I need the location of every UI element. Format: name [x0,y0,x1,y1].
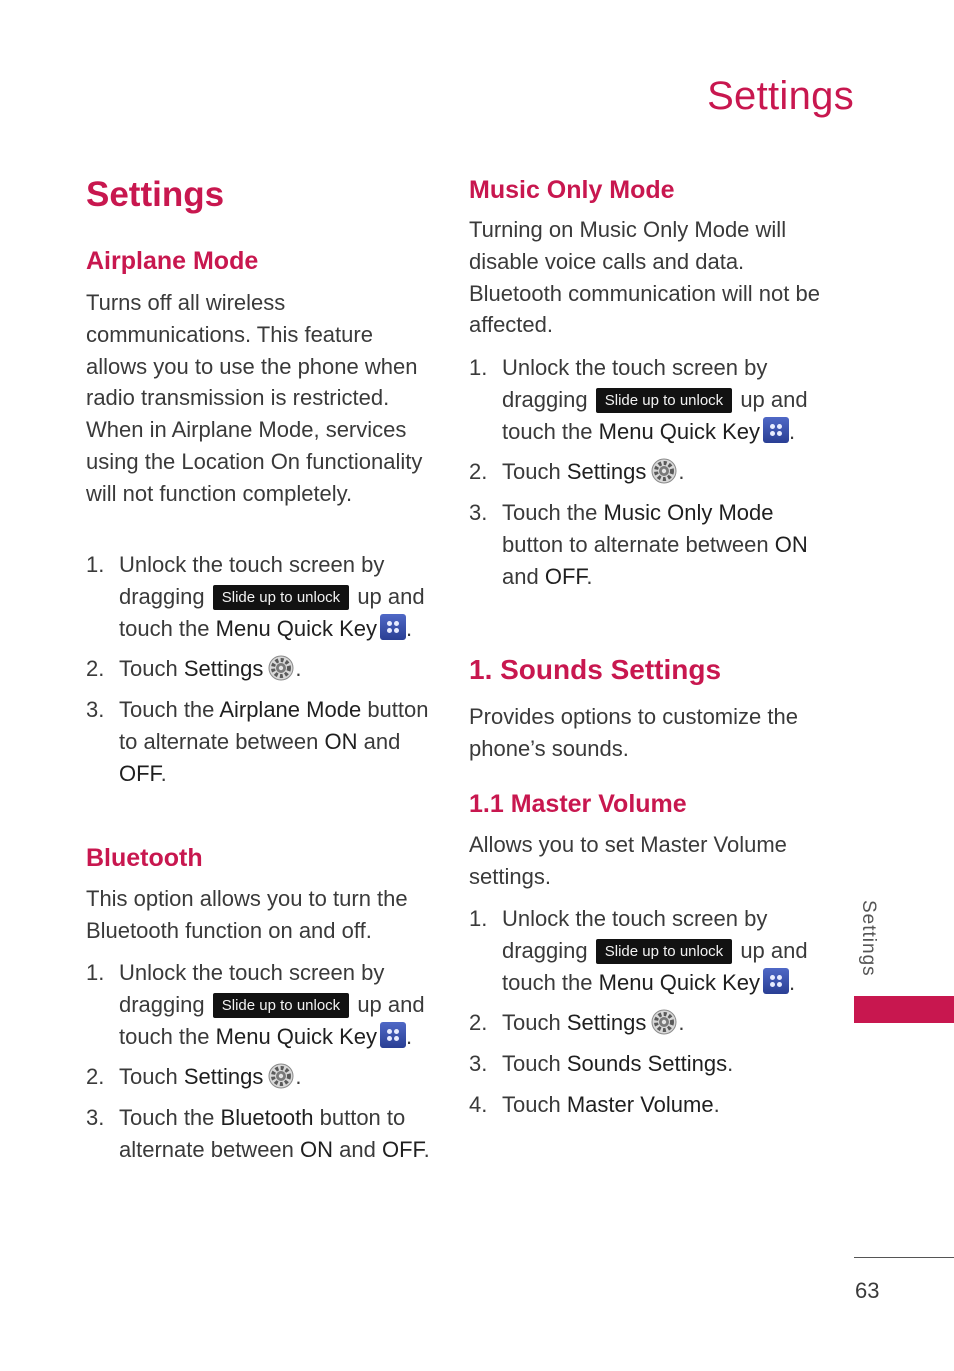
step-number: 1. [469,906,488,931]
keyword: Bluetooth [220,1105,314,1131]
menu-key-icon [763,968,789,994]
slide-to-unlock-graphic: Slide up to unlock [596,939,732,964]
step-punct: . [586,563,593,589]
menu-key-icon [380,1022,406,1048]
airplane-mode-heading: Airplane Mode [86,247,259,275]
step-item [469,1089,829,1121]
slide-to-unlock-graphic: Slide up to unlock [213,993,349,1018]
step-number: 4. [469,1091,488,1117]
keyword: Airplane Mode [219,697,362,723]
step-item [86,1061,441,1093]
sounds-settings-description: Provides options to customize the phone’s sounds. [469,704,798,761]
step-item [86,549,441,644]
page-header-title: Settings [707,74,854,118]
bluetooth-description: This option allows you to turn the Bluetooth function on and off. [86,886,408,943]
bluetooth-heading: Bluetooth [86,844,203,872]
keyword: ON [324,728,358,754]
music-only-mode-description: Turning on Music Only Mode will disable voice calls and data. Bluetooth communication will not be affected. [469,217,820,338]
keyword: Settings [566,1010,647,1036]
keyword: ON [774,531,808,557]
step-text: button to alternate between [502,531,769,557]
bluetooth-steps [86,957,441,1175]
step-number: 3. [86,697,105,723]
step-text: and [339,1136,376,1162]
step-text: Touch [502,459,561,485]
step-punct: . [789,418,796,444]
step-text: Unlock the touch screen by dragging [502,355,768,412]
keyword: OFF [544,563,587,589]
step-punct: . [678,1010,685,1036]
keyword: Menu Quick Key [215,615,378,641]
keyword: Menu Quick Key [598,418,761,444]
music-steps [469,352,829,602]
step-item [469,456,829,488]
step-number: 2. [469,1010,488,1036]
step-item [469,352,829,447]
step-text: up and touch the [119,583,425,641]
side-tab [855,900,885,990]
step-number: 3. [86,1105,105,1131]
sounds-settings-heading: 1. Sounds Settings [469,654,722,685]
step-text: Touch [502,1091,561,1117]
step-item [469,497,829,592]
step-number: 2. [86,1064,105,1090]
step-item [469,1048,829,1080]
step-text: Touch [119,656,178,682]
gear-icon [650,1008,678,1036]
step-text: button to alternate between [119,697,429,754]
step-punct: . [727,1051,734,1077]
step-punct: . [713,1091,720,1117]
step-text: up and touch the [502,937,808,995]
slide-to-unlock-graphic: Slide up to unlock [596,388,732,413]
step-punct: . [678,459,685,485]
master-volume-steps [469,903,829,1130]
airplane-mode-description: Turns off all wireless communications. This feature allows you to use the phone when radio transmission is restricted. When in Airplane Mode, services using the Location On functionality will not function completely. [86,290,423,506]
keyword: Master Volume [566,1091,714,1117]
airplane-steps [86,549,441,799]
step-text: and [502,563,539,589]
step-number: 3. [469,500,488,526]
step-text: Touch the [502,500,598,526]
step-number: 2. [86,656,105,682]
keyword: OFF [382,1136,424,1162]
footer-divider [854,1257,954,1258]
step-item [469,1007,829,1039]
keyword: Settings [566,459,647,485]
step-number: 2. [469,459,488,485]
step-text: Touch the [119,697,215,723]
step-item [86,957,441,1052]
master-volume-description: Allows you to set Master Volume settings. [469,832,787,889]
keyword: Settings [183,656,264,682]
page-number: 63 [855,1278,880,1303]
step-number: 1. [469,355,488,380]
section-title: Settings [86,175,225,214]
step-text: Unlock the touch screen by dragging [119,960,385,1017]
step-item [469,903,829,998]
step-item [86,1102,441,1166]
keyword: Music Only Mode [603,500,774,526]
step-item [86,694,441,789]
gear-icon [267,1062,295,1090]
step-punct: . [406,615,413,641]
master-volume-heading: 1.1 Master Volume [469,790,687,818]
keyword: Menu Quick Key [598,969,761,995]
menu-key-icon [763,417,789,443]
step-text: Touch [502,1051,561,1077]
gear-icon [267,654,295,682]
step-text: Unlock the touch screen by dragging [119,552,385,609]
step-number: 3. [469,1051,488,1077]
menu-key-icon [380,614,406,640]
step-number: 1. [86,960,105,985]
side-tab-label: Settings [858,900,879,977]
step-punct: . [160,760,167,786]
step-text: button to alternate between [119,1105,406,1162]
step-text: and [363,728,401,754]
step-item [86,653,441,685]
step-text: Touch the [119,1105,215,1131]
slide-to-unlock-graphic: Slide up to unlock [213,585,349,610]
step-text: up and touch the [119,991,425,1049]
step-text: up and touch the [502,386,808,444]
step-text: Touch [502,1010,561,1036]
gear-icon [650,457,678,485]
step-punct: . [295,1064,302,1090]
side-tab-marker [854,996,954,1023]
step-punct: . [789,969,796,995]
step-text: Touch [119,1064,178,1090]
step-punct: . [295,656,302,682]
keyword: OFF [119,760,161,786]
keyword: Menu Quick Key [215,1023,378,1049]
step-text: Unlock the touch screen by dragging [502,906,768,963]
step-punct: . [406,1023,413,1049]
keyword: Sounds Settings [566,1051,728,1077]
step-punct: . [423,1136,430,1162]
keyword: Settings [183,1064,264,1090]
music-only-mode-heading: Music Only Mode [469,176,675,204]
step-number: 1. [86,552,105,577]
keyword: ON [300,1136,334,1162]
